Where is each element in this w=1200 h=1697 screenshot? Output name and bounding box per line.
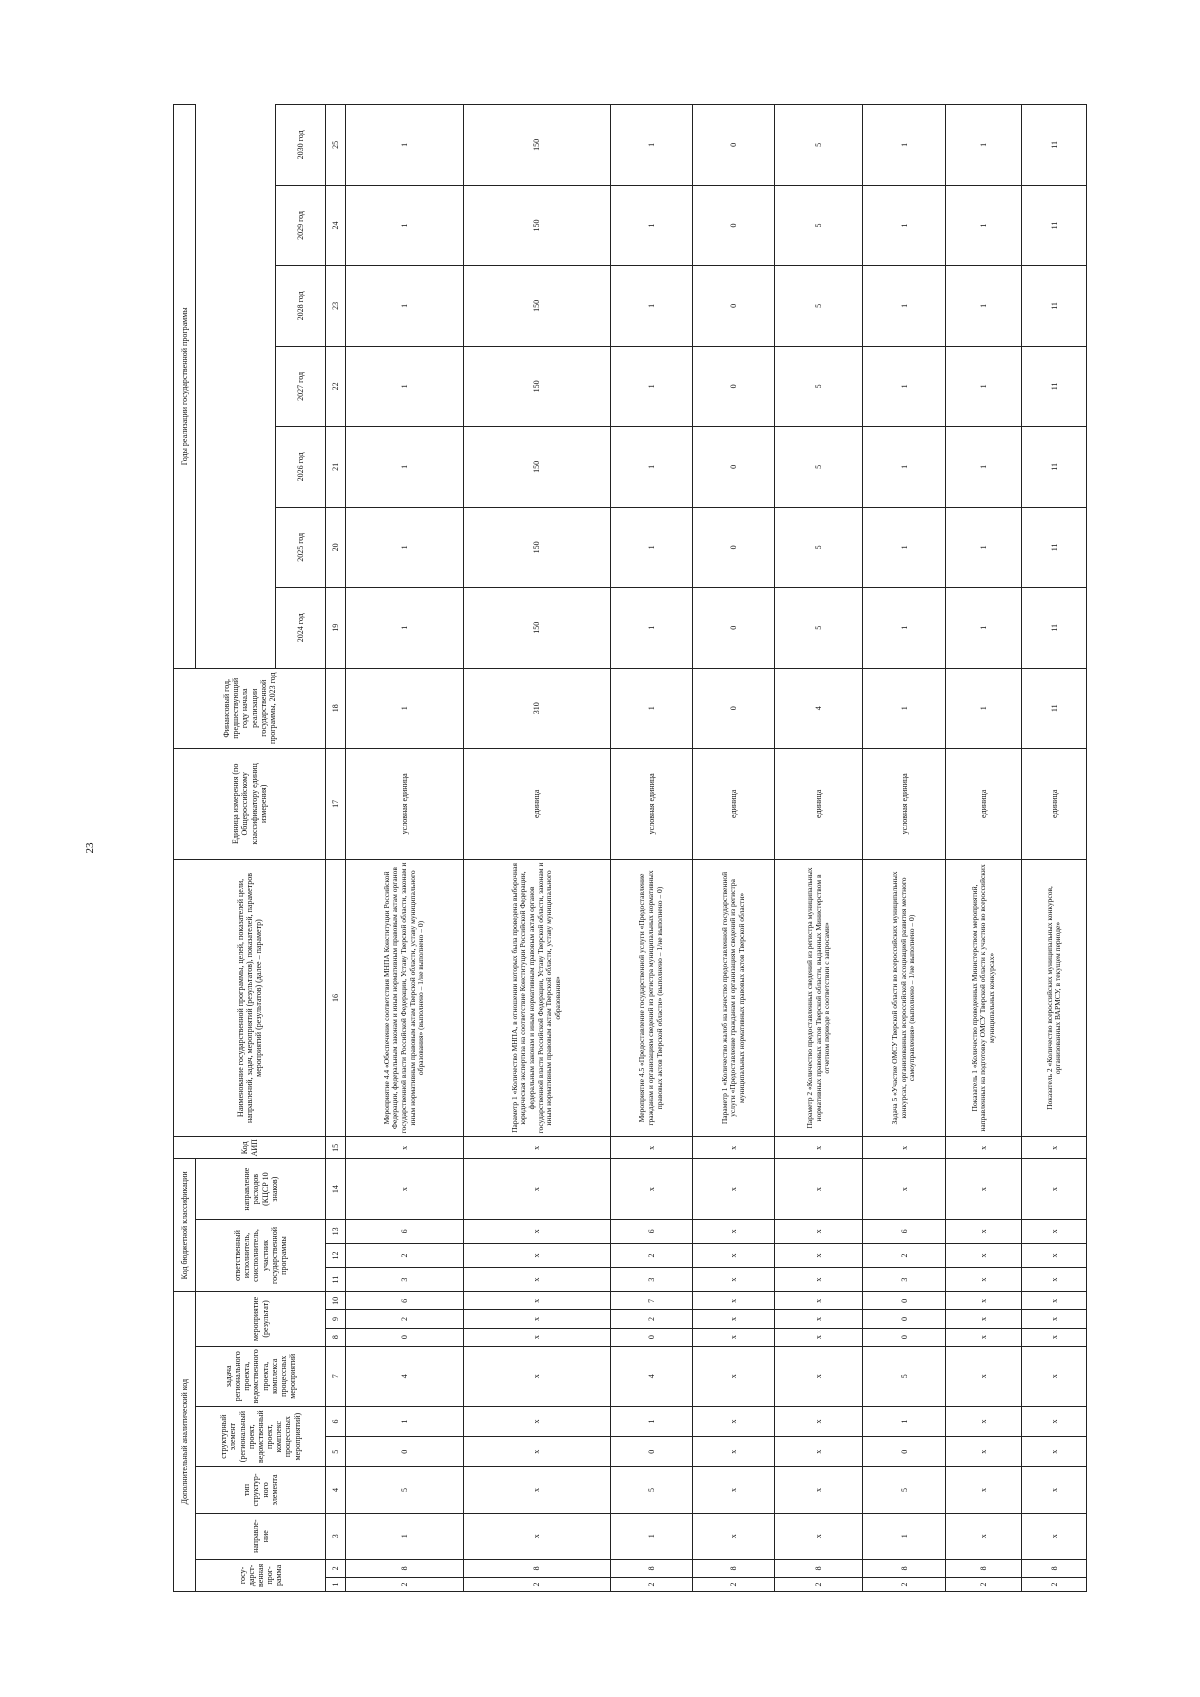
row-year-value: 1 bbox=[945, 185, 1021, 265]
code-cell: 0 bbox=[346, 1328, 464, 1346]
row-unit: условная единица bbox=[863, 749, 945, 860]
col-number: 6 bbox=[326, 1406, 346, 1436]
row-year-value: 1 bbox=[346, 507, 464, 587]
code-cell: x bbox=[1022, 1159, 1087, 1219]
code-cell: x bbox=[775, 1346, 863, 1406]
code-cell: 4 bbox=[346, 1346, 464, 1406]
row-year-value: 1 bbox=[346, 346, 464, 426]
code-cell: x bbox=[945, 1437, 1021, 1467]
row-year-value: 150 bbox=[463, 346, 610, 426]
row-year-value: 5 bbox=[775, 507, 863, 587]
code-cell: 6 bbox=[863, 1219, 945, 1243]
code-cell: x bbox=[692, 1467, 774, 1513]
row-name: Показатель 1 «Количество проведенных Министерством мероприятий, направленных на подготовку ОМСУ Тверской области к участию во всероссийских муниципальных конкурсах» bbox=[945, 859, 1021, 1137]
code-cell: x bbox=[692, 1346, 774, 1406]
code-cell: x bbox=[463, 1137, 610, 1159]
row-year-value: 1 bbox=[945, 427, 1021, 507]
code-cell: x bbox=[775, 1513, 863, 1559]
code-cell: 2 bbox=[1022, 1577, 1087, 1591]
header-expense-direction: направление расходов (КЦСР 10 знаков) bbox=[196, 1159, 326, 1219]
code-cell: 2 bbox=[692, 1577, 774, 1591]
code-cell: 8 bbox=[945, 1559, 1021, 1577]
code-cell: x bbox=[463, 1243, 610, 1267]
code-cell: x bbox=[1022, 1406, 1087, 1436]
code-cell: 7 bbox=[610, 1292, 692, 1310]
code-cell: x bbox=[1022, 1219, 1087, 1243]
col-number: 25 bbox=[326, 105, 346, 186]
row-year-value: 1 bbox=[945, 588, 1021, 668]
row-name: Показатель 2 «Количество всероссийских муниципальных конкурсов, организованных ВАРМСУ, в текущем периоде» bbox=[1022, 859, 1087, 1137]
row-unit: единица bbox=[692, 749, 774, 860]
code-cell: 1 bbox=[610, 1406, 692, 1436]
code-cell: 4 bbox=[610, 1346, 692, 1406]
row-year-value: 11 bbox=[1022, 105, 1087, 186]
row-year-value: 150 bbox=[463, 266, 610, 346]
row-year-value: 1 bbox=[346, 185, 464, 265]
row-year-value: 1 bbox=[346, 427, 464, 507]
row-year-value: 150 bbox=[463, 507, 610, 587]
code-cell: x bbox=[463, 1437, 610, 1467]
row-year-value: 5 bbox=[775, 185, 863, 265]
row-year-value: 0 bbox=[692, 105, 774, 186]
col-number: 4 bbox=[326, 1467, 346, 1513]
header-task: задача регионального проекта, ведомственного проекта, комплекса процессных мероприятий bbox=[196, 1346, 326, 1406]
row-fin-2023: 1 bbox=[610, 668, 692, 748]
table-row bbox=[863, 105, 945, 1592]
code-cell: x bbox=[463, 1292, 610, 1310]
col-number: 24 bbox=[326, 185, 346, 265]
row-year-value: 1 bbox=[346, 588, 464, 668]
table-row bbox=[945, 105, 1021, 1592]
row-fin-2023: 1 bbox=[863, 668, 945, 748]
col-number: 12 bbox=[326, 1243, 346, 1267]
code-cell: x bbox=[610, 1137, 692, 1159]
row-year-value: 1 bbox=[863, 266, 945, 346]
code-cell: x bbox=[945, 1310, 1021, 1328]
header-year-2027: 2027 год bbox=[276, 346, 326, 426]
code-cell: x bbox=[1022, 1513, 1087, 1559]
code-cell: x bbox=[1022, 1243, 1087, 1267]
col-number: 2 bbox=[326, 1559, 346, 1577]
code-cell: 0 bbox=[863, 1437, 945, 1467]
code-cell: x bbox=[463, 1328, 610, 1346]
code-cell: x bbox=[1022, 1137, 1087, 1159]
row-name: Параметр 2 «Количество предоставленных сведений из регистра муниципальных нормативных правовых актов Тверской области, выданных Министерством в отчетном периоде в соответствии с запросами» bbox=[775, 859, 863, 1137]
col-number: 9 bbox=[326, 1310, 346, 1328]
col-number: 15 bbox=[326, 1137, 346, 1159]
row-year-value: 0 bbox=[692, 507, 774, 587]
code-cell: 2 bbox=[346, 1243, 464, 1267]
row-year-value: 1 bbox=[863, 185, 945, 265]
code-cell: x bbox=[1022, 1328, 1087, 1346]
code-cell: 5 bbox=[863, 1467, 945, 1513]
row-name: Мероприятие 4.4 «Обеспечение соответствия МНПА Конституции Российской Федерации, федеральным законам и иным нормативным правовым актам органов государственной власти Российской Федерации, Уставу Тверской области, законам и иным нормативным правовым актам Тверской области, уставу муниципального образования» (выполнено – 1/не выполнено – 0) bbox=[346, 859, 464, 1137]
row-unit: условная единица bbox=[346, 749, 464, 860]
header-element-type: тип структур-ного элемента bbox=[196, 1467, 326, 1513]
code-cell: x bbox=[945, 1268, 1021, 1292]
code-cell: x bbox=[775, 1137, 863, 1159]
header-aip-code: Код АИП bbox=[174, 1137, 326, 1159]
code-cell: x bbox=[945, 1513, 1021, 1559]
col-number: 10 bbox=[326, 1292, 346, 1310]
row-unit: единица bbox=[1022, 749, 1087, 860]
row-year-value: 0 bbox=[692, 346, 774, 426]
code-cell: x bbox=[945, 1219, 1021, 1243]
col-number: 17 bbox=[326, 749, 346, 860]
table-row bbox=[1022, 105, 1087, 1592]
code-cell: x bbox=[463, 1346, 610, 1406]
row-fin-2023: 0 bbox=[692, 668, 774, 748]
code-cell: 5 bbox=[346, 1467, 464, 1513]
code-cell: x bbox=[692, 1219, 774, 1243]
col-number: 22 bbox=[326, 346, 346, 426]
row-year-value: 1 bbox=[346, 105, 464, 186]
row-year-value: 1 bbox=[610, 427, 692, 507]
code-cell: x bbox=[775, 1437, 863, 1467]
code-cell: x bbox=[692, 1268, 774, 1292]
code-cell: x bbox=[775, 1406, 863, 1436]
code-cell: x bbox=[775, 1467, 863, 1513]
code-cell: x bbox=[775, 1243, 863, 1267]
code-cell: x bbox=[1022, 1292, 1087, 1310]
row-year-value: 1 bbox=[610, 105, 692, 186]
row-year-value: 0 bbox=[692, 588, 774, 668]
header-direction: направле-ние bbox=[196, 1513, 326, 1559]
code-cell: x bbox=[692, 1406, 774, 1436]
row-year-value: 150 bbox=[463, 185, 610, 265]
code-cell: x bbox=[945, 1328, 1021, 1346]
col-number: 13 bbox=[326, 1219, 346, 1243]
code-cell: 8 bbox=[692, 1559, 774, 1577]
col-number: 3 bbox=[326, 1513, 346, 1559]
code-cell: 1 bbox=[346, 1513, 464, 1559]
code-cell: x bbox=[463, 1268, 610, 1292]
row-year-value: 5 bbox=[775, 427, 863, 507]
code-cell: 5 bbox=[610, 1467, 692, 1513]
code-cell: x bbox=[945, 1159, 1021, 1219]
col-number: 23 bbox=[326, 266, 346, 346]
header-year-2030: 2030 год bbox=[276, 105, 326, 186]
col-number: 8 bbox=[326, 1328, 346, 1346]
row-year-value: 1 bbox=[610, 266, 692, 346]
row-year-value: 1 bbox=[945, 346, 1021, 426]
row-unit: условная единица bbox=[610, 749, 692, 860]
code-cell: 8 bbox=[863, 1559, 945, 1577]
code-cell: x bbox=[775, 1328, 863, 1346]
table-frame bbox=[173, 104, 1087, 1592]
code-cell: x bbox=[945, 1292, 1021, 1310]
code-cell: x bbox=[1022, 1346, 1087, 1406]
row-fin-2023: 1 bbox=[945, 668, 1021, 748]
code-cell: 2 bbox=[945, 1577, 1021, 1591]
col-number: 1 bbox=[326, 1577, 346, 1591]
row-name: Задача 5 «Участие ОМСУ Тверской области во всероссийских муниципальных конкурсах, организованных всероссийской ассоциацией развития местного самоуправления» (выполнено – 1/не выполнено – 0) bbox=[863, 859, 945, 1137]
program-indicators-table bbox=[173, 104, 1087, 1592]
col-number: 20 bbox=[326, 507, 346, 587]
header-structural-element: структурный элемент (региональный проект, ведомственный проект, комплекс процессных мероприятий) bbox=[196, 1406, 326, 1466]
code-cell: x bbox=[463, 1467, 610, 1513]
col-number: 16 bbox=[326, 859, 346, 1137]
code-cell: 2 bbox=[863, 1243, 945, 1267]
code-cell: 1 bbox=[346, 1406, 464, 1436]
col-number: 11 bbox=[326, 1268, 346, 1292]
table-row bbox=[346, 105, 464, 1592]
header-years-spacer bbox=[196, 105, 276, 669]
row-year-value: 1 bbox=[610, 346, 692, 426]
code-cell: x bbox=[692, 1513, 774, 1559]
code-cell: 0 bbox=[863, 1328, 945, 1346]
code-cell: 0 bbox=[863, 1292, 945, 1310]
row-year-value: 1 bbox=[945, 105, 1021, 186]
code-cell: x bbox=[692, 1310, 774, 1328]
code-cell: 8 bbox=[775, 1559, 863, 1577]
header-year-2026: 2026 год bbox=[276, 427, 326, 507]
code-cell: x bbox=[463, 1513, 610, 1559]
code-cell: 6 bbox=[346, 1219, 464, 1243]
code-cell: x bbox=[692, 1159, 774, 1219]
code-cell: 8 bbox=[610, 1559, 692, 1577]
header-state-program: госу-дарст-венная прог-рамма bbox=[196, 1559, 326, 1591]
code-cell: x bbox=[775, 1292, 863, 1310]
page-number: 23 bbox=[84, 842, 96, 854]
col-number: 7 bbox=[326, 1346, 346, 1406]
code-cell: x bbox=[346, 1159, 464, 1219]
header-year-2024: 2024 год bbox=[276, 588, 326, 668]
row-year-value: 1 bbox=[945, 507, 1021, 587]
row-name: Мероприятие 4.5 «Предоставление государственной услуги «Предоставление гражданам и организациям сведений из регистра муниципальных нормативных правовых актов Тверской области» (выполнено – 1/не выполнено – 0) bbox=[610, 859, 692, 1137]
row-year-value: 1 bbox=[863, 588, 945, 668]
row-year-value: 0 bbox=[692, 266, 774, 346]
row-year-value: 11 bbox=[1022, 507, 1087, 587]
code-cell: x bbox=[692, 1328, 774, 1346]
code-cell: x bbox=[775, 1159, 863, 1219]
row-year-value: 1 bbox=[945, 266, 1021, 346]
code-cell: x bbox=[692, 1292, 774, 1310]
code-cell: 5 bbox=[863, 1346, 945, 1406]
code-cell: 0 bbox=[863, 1310, 945, 1328]
header-name: Наименование государственной программы, целей, показателей цели, направлений, задач, мероприятий (результатов), показателей, параметров мероприятий (результатов) (далее – параметр) bbox=[174, 859, 326, 1137]
header-year-2028: 2028 год bbox=[276, 266, 326, 346]
code-cell: 6 bbox=[610, 1219, 692, 1243]
code-cell: 2 bbox=[610, 1243, 692, 1267]
rotated-table-container bbox=[173, 104, 1087, 1592]
row-year-value: 1 bbox=[346, 266, 464, 346]
row-year-value: 5 bbox=[775, 266, 863, 346]
row-fin-2023: 310 bbox=[463, 668, 610, 748]
table-row bbox=[463, 105, 610, 1592]
code-cell: x bbox=[945, 1467, 1021, 1513]
code-cell: 1 bbox=[610, 1513, 692, 1559]
code-cell: x bbox=[346, 1137, 464, 1159]
code-cell: 8 bbox=[1022, 1559, 1087, 1577]
code-cell: 3 bbox=[610, 1268, 692, 1292]
code-cell: 3 bbox=[346, 1268, 464, 1292]
code-cell: x bbox=[775, 1219, 863, 1243]
code-cell: x bbox=[945, 1346, 1021, 1406]
row-name: Параметр 1 «Количество жалоб на качество предоставленной государственной услуги «Предоставление гражданам и организациям сведений из регистра муниципальных нормативных правовых актов Тверской области» bbox=[692, 859, 774, 1137]
row-year-value: 11 bbox=[1022, 266, 1087, 346]
code-cell: x bbox=[1022, 1268, 1087, 1292]
row-year-value: 150 bbox=[463, 427, 610, 507]
header-additional-analytic-code: Дополнительный аналитический код bbox=[174, 1292, 196, 1592]
code-cell: 2 bbox=[463, 1577, 610, 1591]
code-cell: x bbox=[775, 1310, 863, 1328]
code-cell: 6 bbox=[346, 1292, 464, 1310]
code-cell: x bbox=[463, 1219, 610, 1243]
code-cell: x bbox=[610, 1159, 692, 1219]
header-year-2025: 2025 год bbox=[276, 507, 326, 587]
code-cell: x bbox=[945, 1406, 1021, 1436]
table-body bbox=[346, 105, 1087, 1592]
header-activity: мероприятие (результат) bbox=[196, 1292, 326, 1346]
row-year-value: 11 bbox=[1022, 346, 1087, 426]
row-year-value: 0 bbox=[692, 427, 774, 507]
code-cell: 8 bbox=[346, 1559, 464, 1577]
row-year-value: 1 bbox=[863, 105, 945, 186]
row-unit: единица bbox=[775, 749, 863, 860]
code-cell: 2 bbox=[610, 1310, 692, 1328]
code-cell: x bbox=[692, 1137, 774, 1159]
header-year-2029: 2029 год bbox=[276, 185, 326, 265]
code-cell: x bbox=[692, 1243, 774, 1267]
code-cell: x bbox=[945, 1243, 1021, 1267]
code-cell: x bbox=[775, 1268, 863, 1292]
code-cell: x bbox=[863, 1159, 945, 1219]
code-cell: 2 bbox=[775, 1577, 863, 1591]
row-year-value: 1 bbox=[863, 507, 945, 587]
table-row bbox=[610, 105, 692, 1592]
code-cell: 2 bbox=[346, 1577, 464, 1591]
col-number: 18 bbox=[326, 668, 346, 748]
code-cell: 1 bbox=[863, 1406, 945, 1436]
code-cell: x bbox=[463, 1406, 610, 1436]
col-number: 5 bbox=[326, 1437, 346, 1467]
row-year-value: 5 bbox=[775, 346, 863, 426]
row-year-value: 0 bbox=[692, 185, 774, 265]
code-cell: x bbox=[692, 1437, 774, 1467]
row-year-value: 11 bbox=[1022, 588, 1087, 668]
row-year-value: 150 bbox=[463, 588, 610, 668]
code-cell: 0 bbox=[346, 1437, 464, 1467]
code-cell: 0 bbox=[610, 1328, 692, 1346]
col-number: 21 bbox=[326, 427, 346, 507]
row-year-value: 11 bbox=[1022, 427, 1087, 507]
code-cell: x bbox=[945, 1137, 1021, 1159]
code-cell: x bbox=[863, 1137, 945, 1159]
row-year-value: 5 bbox=[775, 105, 863, 186]
row-fin-2023: 4 bbox=[775, 668, 863, 748]
code-cell: x bbox=[1022, 1467, 1087, 1513]
code-cell: 8 bbox=[463, 1559, 610, 1577]
row-year-value: 1 bbox=[610, 588, 692, 668]
row-year-value: 1 bbox=[863, 346, 945, 426]
code-cell: x bbox=[1022, 1310, 1087, 1328]
table-row bbox=[775, 105, 863, 1592]
row-year-value: 1 bbox=[863, 427, 945, 507]
code-cell: 2 bbox=[346, 1310, 464, 1328]
row-fin-2023: 11 bbox=[1022, 668, 1087, 748]
row-year-value: 11 bbox=[1022, 185, 1087, 265]
table-row bbox=[692, 105, 774, 1592]
header-financial-year: Финансовый год, предшествующий году начала реализации государственной программы, 2023 год bbox=[174, 668, 326, 748]
col-number: 14 bbox=[326, 1159, 346, 1219]
row-unit: единица bbox=[945, 749, 1021, 860]
code-cell: 2 bbox=[610, 1577, 692, 1591]
code-cell: 0 bbox=[610, 1437, 692, 1467]
row-name: Параметр 1 «Количество МНПА, в отношении которых была проведена выборочная юридическая экспертиза на соответствие Конституции Российской Федерации, федеральным законам и иным нормативным правовым актам органов государственной власти Российской Федерации, Уставу Тверской области, законам и иным нормативным правовым актам Тверской области, уставу муниципального образования» bbox=[463, 859, 610, 1137]
row-unit: единица bbox=[463, 749, 610, 860]
header-budget-code: Код бюджетной классификации bbox=[174, 1159, 196, 1292]
code-cell: 1 bbox=[863, 1513, 945, 1559]
code-cell: x bbox=[463, 1159, 610, 1219]
code-cell: 2 bbox=[863, 1577, 945, 1591]
header-years-group: Годы реализации государственной программы bbox=[174, 105, 196, 669]
row-fin-2023: 1 bbox=[346, 668, 464, 748]
col-number: 19 bbox=[326, 588, 346, 668]
header-unit: Единица измерения (по Общероссийскому классификатору единиц измерения) bbox=[174, 749, 326, 860]
code-cell: 3 bbox=[863, 1268, 945, 1292]
row-year-value: 1 bbox=[610, 507, 692, 587]
row-year-value: 5 bbox=[775, 588, 863, 668]
code-cell: x bbox=[1022, 1437, 1087, 1467]
header-responsible: ответственный исполнитель, соисполнитель, участник государственной программы bbox=[196, 1219, 326, 1291]
row-year-value: 150 bbox=[463, 105, 610, 186]
code-cell: x bbox=[463, 1310, 610, 1328]
row-year-value: 1 bbox=[610, 185, 692, 265]
